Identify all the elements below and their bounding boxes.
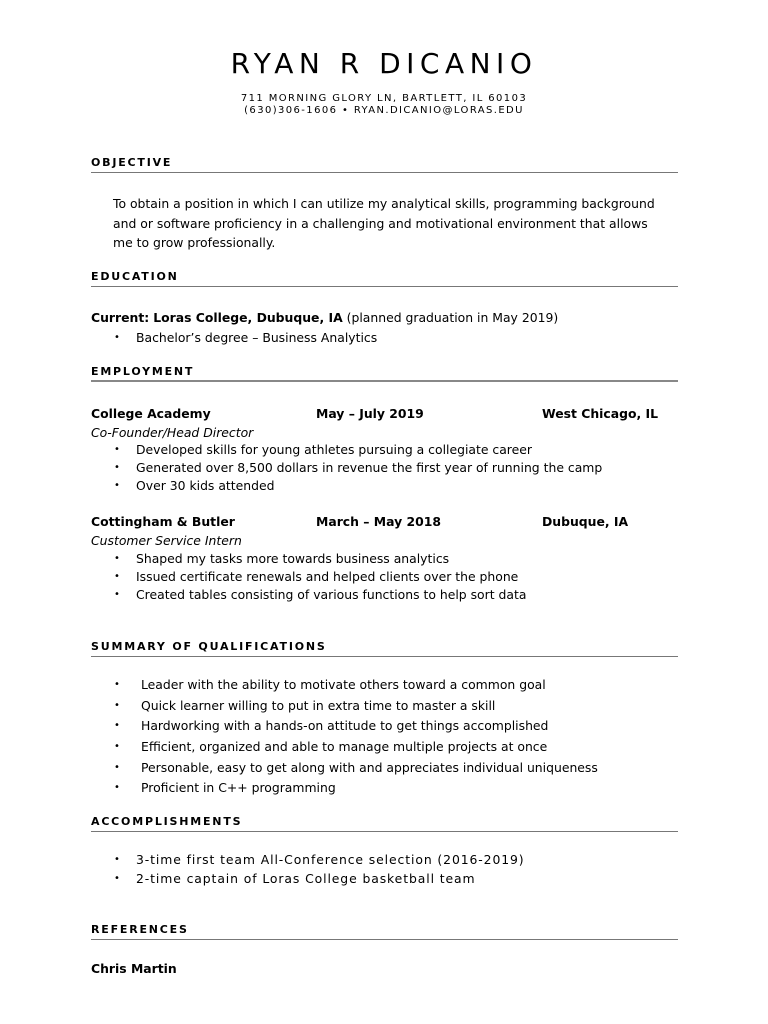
- job-location: Dubuque, IA: [542, 514, 629, 529]
- qualifications-divider: [91, 656, 678, 657]
- bullet-icon: •: [114, 854, 120, 865]
- objective-line: me to grow professionally.: [113, 235, 276, 250]
- reference-name: Chris Martin: [91, 961, 177, 976]
- job-bullet: Over 30 kids attended: [136, 478, 275, 493]
- education-divider: [91, 286, 678, 287]
- qualification-item: Personable, easy to get along with and appreciates individual uniqueness: [141, 760, 598, 775]
- job-bullet: Created tables consisting of various functions to help sort data: [136, 587, 527, 602]
- job-employer: Cottingham & Butler: [91, 514, 235, 529]
- bullet-icon: •: [114, 720, 120, 731]
- resume-name: RYAN R DICANIO: [230, 47, 538, 80]
- objective-line: and or software proficiency in a challenging and motivational environment that allows: [113, 215, 648, 231]
- accomplishments-heading: ACCOMPLISHMENTS: [91, 815, 243, 828]
- education-degree: Bachelor’s degree – Business Analytics: [136, 330, 378, 345]
- bullet-icon: •: [114, 679, 120, 690]
- employment-heading: EMPLOYMENT: [91, 365, 195, 378]
- bullet-icon: •: [114, 571, 120, 582]
- bullet-icon: •: [114, 332, 120, 343]
- job-bullet: Developed skills for young athletes pursuing a collegiate career: [136, 442, 532, 457]
- bullet-icon: •: [114, 589, 120, 600]
- qualification-item: Efficient, organized and able to manage multiple projects at once: [141, 739, 548, 754]
- contact-address: 711 MORNING GLORY LN, BARTLETT, IL 60103: [240, 93, 528, 104]
- job-bullet: Issued certificate renewals and helped clients over the phone: [136, 569, 519, 584]
- accomplishments-divider: [91, 831, 678, 832]
- objective-line: To obtain a position in which I can utilize my analytical skills, programming background: [113, 196, 655, 211]
- job-location: West Chicago, IL: [542, 406, 659, 421]
- qualification-item: Hardworking with a hands-on attitude to get things accomplished: [141, 718, 549, 733]
- objective-text: [113, 194, 678, 253]
- job-dates: May – July 2019: [316, 406, 424, 421]
- objective-heading: OBJECTIVE: [91, 156, 173, 169]
- bullet-icon: •: [114, 741, 120, 752]
- bullet-icon: •: [114, 782, 120, 793]
- qualifications-heading: SUMMARY OF QUALIFICATIONS: [91, 640, 327, 653]
- bullet-icon: •: [114, 444, 120, 455]
- bullet-icon: •: [114, 873, 120, 884]
- bullet-icon: •: [114, 553, 120, 564]
- bullet-icon: •: [114, 700, 120, 711]
- education-entry: [91, 309, 558, 327]
- bullet-icon: •: [114, 762, 120, 773]
- accomplishment-item: 2-time captain of Loras College basketball team: [136, 871, 476, 886]
- job-bullet: Generated over 8,500 dollars in revenue the first year of running the camp: [136, 460, 603, 475]
- qualification-item: Proficient in C++ programming: [141, 780, 336, 795]
- job-title: Customer Service Intern: [91, 533, 242, 548]
- job-dates: March – May 2018: [316, 514, 441, 529]
- qualification-item: Leader with the ability to motivate others toward a common goal: [141, 677, 546, 692]
- education-label: Current:: [91, 310, 150, 325]
- job-employer: College Academy: [91, 406, 211, 421]
- accomplishment-item: 3-time first team All-Conference selection (2016-2019): [136, 852, 525, 867]
- education-note: (planned graduation in May 2019): [346, 310, 559, 325]
- qualification-item: Quick learner willing to put in extra time to master a skill: [141, 698, 496, 713]
- objective-divider: [91, 172, 678, 173]
- contact-phone-email: (630)306-1606 • RYAN.DICANIO@LORAS.EDU: [244, 105, 524, 116]
- education-school: Loras College, Dubuque, IA: [153, 310, 343, 325]
- education-heading: EDUCATION: [91, 270, 179, 283]
- bullet-icon: •: [114, 462, 120, 473]
- employment-divider: [91, 380, 678, 382]
- references-heading: REFERENCES: [91, 923, 189, 936]
- job-title: Co-Founder/Head Director: [91, 425, 254, 440]
- bullet-icon: •: [114, 480, 120, 491]
- job-bullet: Shaped my tasks more towards business analytics: [136, 551, 450, 566]
- references-divider: [91, 939, 678, 940]
